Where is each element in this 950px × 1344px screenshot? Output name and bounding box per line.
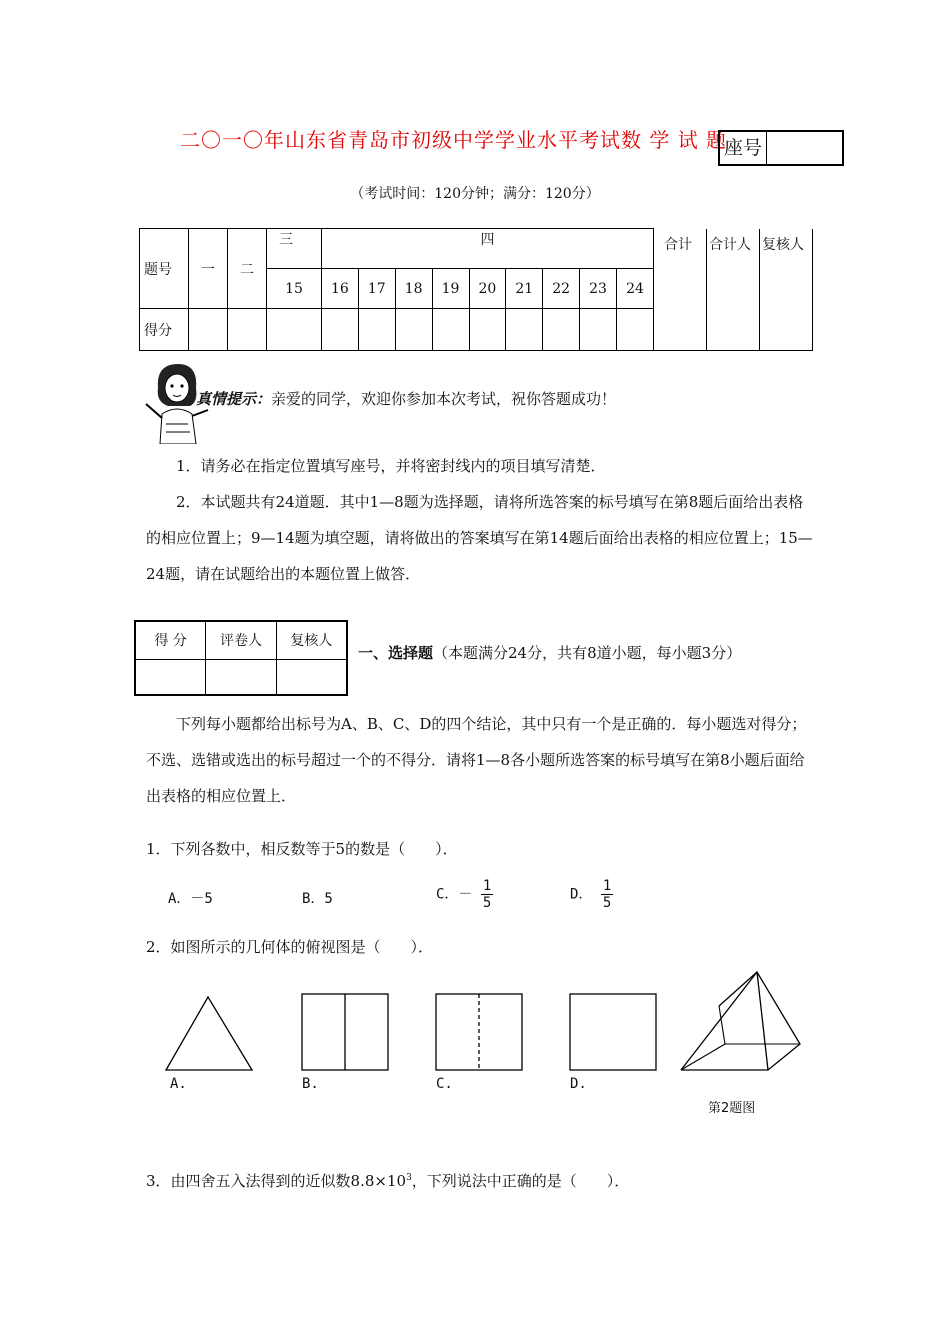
- grader-name-cell[interactable]: [206, 659, 276, 695]
- grader-name-header: 评卷人: [206, 621, 276, 659]
- q2-label-b: B.: [302, 1076, 319, 1092]
- tip-label: 真情提示：: [196, 390, 272, 408]
- grader-reviewer-cell[interactable]: [276, 659, 347, 695]
- q2-option-a-triangle[interactable]: [160, 990, 260, 1074]
- num-cell: 17: [358, 269, 395, 309]
- exam-title: 二〇一〇年山东省青岛市初级中学学业水平考试数 学 试 题: [180, 128, 728, 152]
- col-one: 一: [189, 229, 228, 309]
- num-cell: 16: [322, 269, 359, 309]
- num-cell: 24: [617, 269, 654, 309]
- q1-option-a[interactable]: A．－5: [168, 891, 213, 907]
- num-cell: 22: [543, 269, 580, 309]
- q2-label-c: C.: [436, 1076, 453, 1092]
- q3-stem: [146, 1170, 629, 1191]
- exam-subtitle: （考试时间：120分钟；满分：120分）: [350, 186, 600, 202]
- instruction-1: 1．请务必在指定位置填写座号，并将密封线内的项目填写清楚．: [176, 457, 606, 475]
- q3-exponent: 3: [406, 1173, 412, 1183]
- q1-stem: 1．下列各数中，相反数等于5的数是（ ）．: [146, 840, 458, 858]
- q1-option-c[interactable]: [436, 878, 493, 911]
- score-cell[interactable]: [469, 309, 506, 351]
- q2-label-d: D.: [570, 1076, 587, 1092]
- q1-option-c-prefix: C．－: [436, 886, 473, 903]
- score-cell[interactable]: [358, 309, 395, 351]
- num-cell: 15: [267, 269, 322, 309]
- grader-score-header: 得 分: [135, 621, 206, 659]
- score-cell[interactable]: [322, 309, 359, 351]
- fraction-numerator: 1: [482, 878, 492, 894]
- num-cell: 19: [432, 269, 469, 309]
- q1-option-d[interactable]: [570, 878, 613, 911]
- grader-score-cell[interactable]: [135, 659, 206, 695]
- q1-option-b[interactable]: B．5: [302, 891, 333, 907]
- col-three: 三: [267, 229, 322, 269]
- col-two: 二: [228, 229, 267, 309]
- fraction-numerator: 1: [602, 878, 612, 894]
- q2-stem: 2．如图所示的几何体的俯视图是（ ）．: [146, 938, 434, 956]
- score-cell[interactable]: [189, 309, 228, 351]
- total-label: 合计: [664, 237, 692, 253]
- q2-label-a: A.: [170, 1076, 187, 1092]
- seat-number-label: 座号: [720, 132, 767, 164]
- row-label-score: 得分: [140, 309, 189, 351]
- q1-option-c-fraction: [481, 878, 493, 911]
- q2-prism-figure: [676, 966, 806, 1078]
- total-person-label: 合计人: [709, 237, 751, 253]
- q3-stem-start: 3．由四舍五入法得到的近似数8.8×10: [146, 1172, 407, 1190]
- seat-number-box: [718, 130, 844, 166]
- section1-note: （本题满分24分，共有8道小题，每小题3分）: [433, 644, 742, 662]
- section1-intro: 下列每小题都给出标号为A、B、C、D的四个结论，其中只有一个是正确的．每小题选对得分；不选、选错或选出的标号超过一个的不得分．请将1—8各小题所选答案的标号填写在第8小题后面给出表格的相应位置上．: [146, 715, 807, 805]
- num-cell: 18: [395, 269, 432, 309]
- row-label-question: 题号: [140, 229, 189, 309]
- grader-table: [134, 620, 348, 696]
- num-cell: 21: [506, 269, 543, 309]
- score-cell[interactable]: [228, 309, 267, 351]
- fraction-denominator: 5: [482, 895, 492, 911]
- q2-option-c-rectangle-dashed[interactable]: [432, 990, 526, 1074]
- score-cell[interactable]: [506, 309, 543, 351]
- score-cell[interactable]: [432, 309, 469, 351]
- section1-title: 一、选择题: [358, 644, 434, 662]
- seat-number-field[interactable]: [767, 132, 842, 164]
- score-cell[interactable]: [617, 309, 654, 351]
- score-cell[interactable]: [395, 309, 432, 351]
- grader-reviewer-header: 复核人: [276, 621, 347, 659]
- num-cell: 20: [469, 269, 506, 309]
- section1-heading: [358, 642, 741, 663]
- q2-figure-caption: 第2题图: [708, 1101, 756, 1116]
- num-cell: 23: [580, 269, 617, 309]
- q3-stem-end: ，下列说法中正确的是（ ）．: [411, 1172, 630, 1190]
- col-four: 四: [322, 229, 654, 269]
- reviewer-label: 复核人: [762, 237, 804, 253]
- tip-text: [196, 388, 616, 409]
- fraction-denominator: 5: [602, 895, 612, 911]
- q1-option-d-prefix: D．: [570, 886, 593, 903]
- tip-message: 亲爱的同学，欢迎你参加本次考试，祝你答题成功！: [271, 390, 617, 408]
- instruction-2: 2．本试题共有24道题．其中1—8题为选择题，请将所选答案的标号填写在第8题后面给出表格的相应位置上；9—14题为填空题，请将做出的答案填写在第14题后面给出表格的相应位置上；15—24题，请在试题给出的本题位置上做答．: [146, 493, 813, 583]
- score-cell[interactable]: [267, 309, 322, 351]
- score-cell[interactable]: [543, 309, 580, 351]
- q2-option-b-rectangle[interactable]: [298, 990, 392, 1074]
- score-cell[interactable]: [580, 309, 617, 351]
- q2-option-d-rectangle[interactable]: [566, 990, 660, 1074]
- q1-option-d-fraction: [601, 878, 613, 911]
